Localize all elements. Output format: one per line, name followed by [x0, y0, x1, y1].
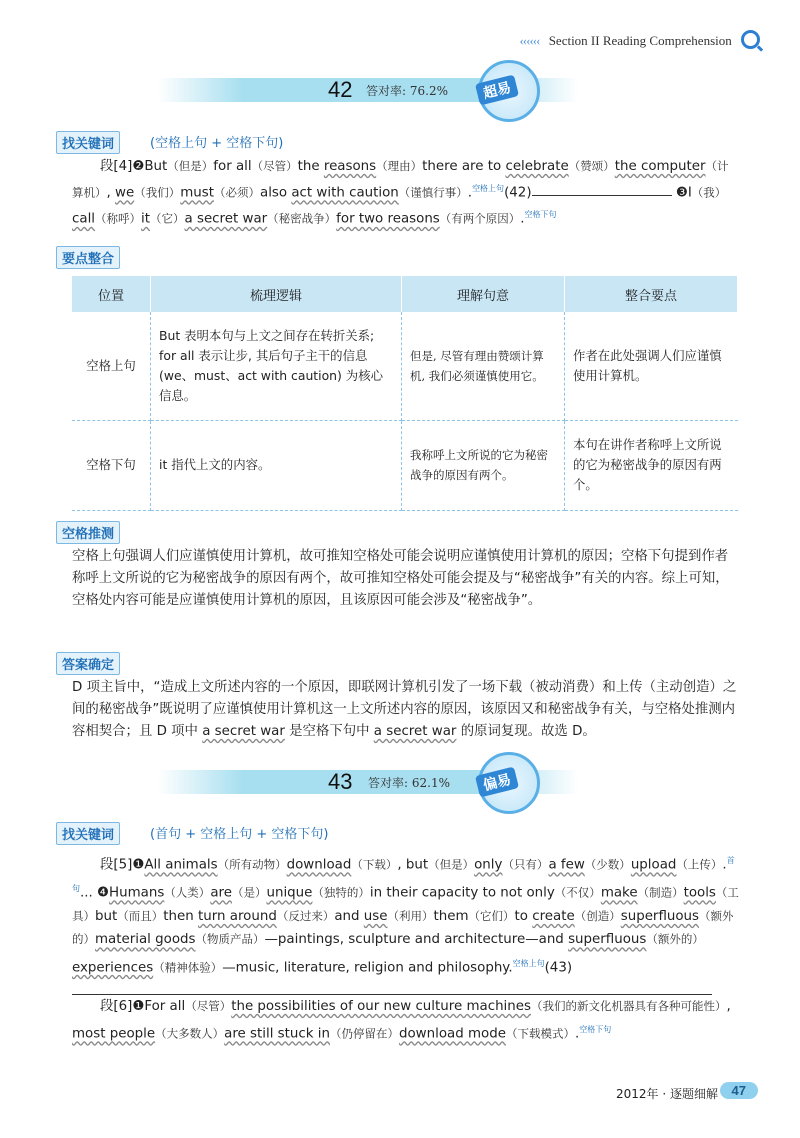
answer-tag: 答案确定 [56, 652, 120, 675]
paragraph-6: 段[6]❶For all（尽管）the possibilities of our new culture machines（我们的新文化机器具有各种可能性）, most people（大多数人）are still stuck in（仍停留在）download mode（下载模式）.$^{空格下句}$ [72, 999, 731, 1042]
row-point: 本句在讲作者称呼上文所说的它为秘密战争的原因有两个。 [565, 420, 738, 510]
row-logic: But 表明本句与上文之间存在转折关系; for all 表示让步, 其后句子主干的信息 (we、must、act with caution) 为核心信息。 [151, 312, 402, 420]
correct-rate: 答对率: 76.2% [366, 84, 448, 98]
chevron-icon: ‹‹‹‹‹‹ [519, 33, 540, 48]
row-position: 空格上句 [72, 312, 151, 420]
keyword-tag: 找关键词 [56, 822, 120, 845]
col-position: 位置 [72, 276, 151, 312]
table-row [72, 312, 738, 420]
difficulty-label: 超易 [475, 74, 519, 105]
correct-rate: 答对率: 62.1% [368, 776, 450, 790]
difficulty-badge [478, 752, 540, 814]
col-meaning: 理解句意 [402, 276, 565, 312]
row-position: 空格下句 [72, 420, 151, 510]
page-number: 47 [720, 1082, 758, 1099]
col-point: 整合要点 [565, 276, 738, 312]
analysis-table [72, 276, 738, 511]
running-header [519, 30, 760, 49]
keyword-hint: (首句 + 空格上句 + 空格下句) [150, 827, 329, 842]
paragraph-4: 段[4]❷But（但是）for all（尽管）the reasons（理由）there are to celebrate（赞颂）the computer（计算机）, we（我们）must（必须）also act with caution（谨慎行事）.$^{空格上句}$(42) ❸I（我）call（称呼）it（它）a secret war（秘密战争）for two reasons（有两个原因）.$^{空格下句}$ [72, 159, 729, 227]
guess-tag: 空格推测 [56, 521, 120, 544]
difficulty-label: 偏易 [475, 766, 519, 797]
row-meaning: 但是, 尽管有理由赞颂计算机, 我们必须谨慎使用它。 [402, 312, 565, 420]
keyword-hint: (空格上句 + 空格下句) [150, 136, 284, 151]
question-number: 42 [328, 77, 353, 102]
guess-text: 空格上句强调人们应谨慎使用计算机，故可推知空格处可能会说明应谨慎使用计算机的原因；空格下句提到作者称呼上文所说的它为秘密战争的原因有两个，故可推知空格处可能会提及与“秘密战争”有关的内容。综上可知，空格处内容可能是应谨慎使用计算机的原因，且该原因可能会涉及“秘密战争”。 [72, 549, 729, 608]
question-number: 43 [328, 769, 353, 794]
magnifier-icon [741, 30, 760, 49]
table-row [72, 420, 738, 510]
keyword-tag: 找关键词 [56, 131, 120, 154]
difficulty-badge [478, 60, 540, 122]
footer-text: 2012年 · 逐题细解 [616, 1087, 718, 1101]
row-meaning: 我称呼上文所说的它为秘密战争的原因有两个。 [402, 420, 565, 510]
row-logic: it 指代上文的内容。 [151, 420, 402, 510]
paragraph-5: 段[5]❶All animals（所有动物）download（下载）, but（但是）only（只有）a few（少数）upload（上传）.$^{首句}$... ❹Humans（人类）are（是）unique（独特的）in their capacity to not only（不仅）make（制造）tools（工具）but（而且）then turn around（反过来）and use（利用）them（它们）to create（创造）superfluous（额外的）material goods（物质产品）—paintings, sculpture and architecture—and superfluous（额外的）experiences（精神体验）—music, literature, religion and philosophy.$^{空格上句}$(43) [72, 849, 740, 1003]
col-logic: 梳理逻辑 [151, 276, 402, 312]
answer-text: D 项主旨中，“造成上文所述内容的一个原因，即联网计算机引发了一场下载（被动消费）和上传（主动创造）之间的秘密战争”既说明了应谨慎使用计算机这一上文所述内容的原因，该原因又和秘密战争有关，与空格处推测内容相契合；且 D 项中 a secret war 是空格下句中 a secret war 的原词复现。故选 D。 [72, 680, 737, 739]
table-header-row [72, 276, 738, 312]
point-tag: 要点整合 [56, 246, 120, 269]
row-point: 作者在此处强调人们应谨慎使用计算机。 [565, 312, 738, 420]
section-title: Section II Reading Comprehension [548, 33, 732, 48]
